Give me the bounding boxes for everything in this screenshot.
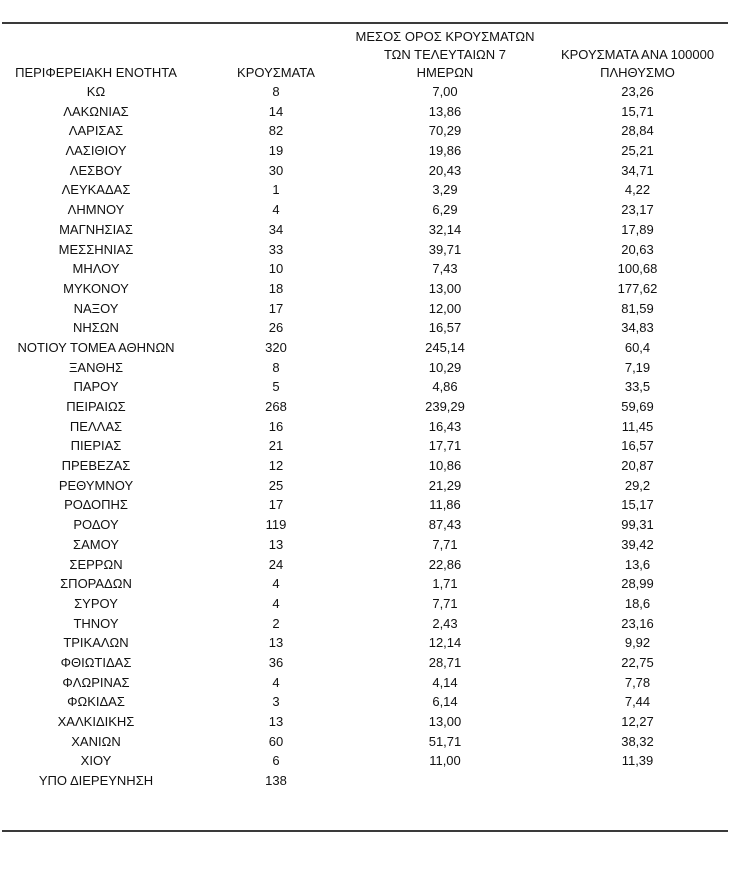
cell-avg7: 7,43 [432, 261, 458, 277]
cell-cases: 26 [268, 320, 284, 336]
cell-cases: 17 [268, 300, 284, 316]
cell-avg7: 6,29 [432, 202, 458, 218]
cell-region: ΧΙΟΥ [80, 753, 112, 769]
cell-cases: 4 [272, 674, 280, 690]
cell-cases: 6 [272, 753, 280, 769]
cell-per100k: 34,71 [621, 162, 654, 178]
table-row [0, 535, 734, 555]
cell-cases: 25 [268, 477, 284, 493]
cell-cases: 10 [268, 261, 284, 277]
table-row [0, 712, 734, 732]
cell-avg7: 13,86 [428, 103, 462, 119]
cell-cases: 268 [265, 399, 287, 414]
cell-avg7: 3,29 [432, 182, 458, 198]
cell-region: ΧΑΝΙΩΝ [71, 733, 121, 749]
cell-region: ΤΗΝΟΥ [73, 615, 119, 631]
cell-avg7: 70,29 [428, 123, 462, 139]
cell-cases: 4 [272, 202, 280, 218]
cell-cases: 13 [268, 536, 284, 552]
cell-cases: 138 [265, 773, 287, 789]
cell-cases: 8 [272, 359, 280, 375]
cell-avg7: 28,71 [428, 654, 462, 670]
cell-per100k: 34,83 [621, 320, 654, 336]
table-row [0, 141, 734, 161]
cell-per100k: 11,45 [621, 418, 654, 434]
table-row [0, 102, 734, 122]
cell-per100k: 7,78 [624, 674, 651, 690]
cell-per100k: 39,42 [621, 536, 654, 552]
cell-region: ΠΕΙΡΑΙΩΣ [66, 399, 126, 414]
cell-cases: 13 [268, 714, 284, 729]
cell-per100k: 38,32 [621, 733, 654, 749]
cell-region: ΤΡΙΚΑΛΩΝ [63, 635, 129, 651]
cell-cases: 5 [272, 379, 280, 395]
cell-avg7: 7,71 [432, 595, 458, 611]
cell-cases: 13 [268, 635, 284, 651]
table-row [0, 358, 734, 378]
top-rule [2, 22, 728, 24]
cell-per100k: 17,89 [621, 221, 654, 237]
header-per100k-line-1: ΚΡΟΥΣΜΑΤΑ ΑΝΑ 100000 [560, 47, 715, 62]
cell-per100k: 9,92 [624, 635, 651, 651]
cell-avg7: 39,71 [428, 241, 462, 257]
table-row [0, 771, 734, 791]
cell-per100k: 100,68 [617, 261, 658, 277]
cell-per100k: 29,2 [624, 477, 651, 493]
table-row [0, 614, 734, 634]
cell-cases: 4 [272, 595, 280, 611]
cell-per100k: 60,4 [624, 339, 651, 355]
table-row [0, 633, 734, 653]
cell-per100k: 99,31 [621, 517, 654, 533]
cell-cases: 30 [268, 162, 284, 178]
cell-region: ΡΟΔΟΥ [73, 517, 119, 533]
cell-per100k: 23,26 [621, 84, 654, 99]
header-per100k [545, 46, 730, 82]
table-row [0, 673, 734, 693]
table-row [0, 259, 734, 279]
cell-cases: 1 [272, 182, 280, 198]
table-header [0, 26, 734, 82]
cell-avg7: 32,14 [428, 221, 462, 237]
cell-cases: 33 [268, 241, 284, 257]
cell-region: ΠΕΛΛΑΣ [69, 418, 123, 434]
cell-region: ΥΠΟ ΔΙΕΡΕΥΝΗΣΗ [38, 773, 154, 789]
cell-region: ΣΕΡΡΩΝ [69, 556, 123, 572]
cell-avg7: 16,57 [428, 320, 462, 336]
cell-per100k: 16,57 [621, 438, 654, 454]
header-region [0, 64, 192, 82]
cell-avg7: 11,86 [429, 497, 461, 513]
cell-cases: 4 [272, 576, 280, 592]
header-avg7-line-2: ΤΩΝ ΤΕΛΕΥΤΑΙΩΝ 7 [383, 47, 507, 62]
cell-per100k: 23,16 [621, 615, 654, 631]
cell-avg7: 10,86 [428, 458, 462, 474]
cell-region: ΡΟΔΟΠΗΣ [64, 497, 128, 513]
header-avg7 [355, 28, 535, 82]
cell-per100k: 33,5 [624, 379, 651, 395]
cell-cases: 3 [272, 694, 280, 710]
cell-cases: 34 [268, 221, 284, 237]
table-row [0, 220, 734, 240]
cell-region: ΠΑΡΟΥ [73, 379, 119, 395]
cell-avg7: 7,71 [432, 536, 458, 552]
cell-per100k: 23,17 [621, 202, 654, 218]
cell-avg7: 16,43 [428, 418, 462, 434]
table-row [0, 476, 734, 496]
cell-cases: 12 [268, 458, 284, 474]
cell-region: ΦΩΚΙΔΑΣ [67, 694, 125, 710]
table-row [0, 279, 734, 299]
cell-avg7: 13,00 [428, 280, 462, 296]
table-row [0, 555, 734, 575]
cell-avg7: 13,00 [428, 714, 462, 729]
table-row [0, 653, 734, 673]
cell-region: ΣΑΜΟΥ [73, 536, 119, 552]
table-row [0, 515, 734, 535]
cell-avg7: 20,43 [428, 162, 462, 178]
cell-region: ΠΙΕΡΙΑΣ [70, 438, 122, 454]
cell-avg7: 11,00 [429, 753, 461, 769]
table-body [0, 82, 734, 791]
cell-region: ΣΠΟΡΑΔΩΝ [60, 576, 132, 592]
cell-region: ΝΟΤΙΟΥ ΤΟΜΕΑ ΑΘΗΝΩΝ [17, 339, 175, 355]
cell-per100k: 13,6 [624, 556, 651, 572]
table-row [0, 456, 734, 476]
cell-per100k: 18,6 [624, 595, 651, 611]
cell-avg7: 21,29 [428, 477, 462, 493]
cell-cases: 19 [268, 143, 284, 159]
cell-avg7: 4,86 [432, 379, 458, 395]
table-row [0, 397, 734, 417]
cell-per100k: 28,84 [621, 123, 654, 139]
cell-per100k: 20,87 [621, 458, 654, 474]
table-row [0, 240, 734, 260]
table-row [0, 732, 734, 752]
table-row [0, 574, 734, 594]
table-row [0, 377, 734, 397]
table-row [0, 338, 734, 358]
cell-avg7: 239,29 [425, 399, 465, 414]
cell-cases: 18 [268, 280, 284, 296]
table-row [0, 594, 734, 614]
cell-avg7: 22,86 [428, 556, 462, 572]
table-row [0, 161, 734, 181]
cell-avg7: 2,43 [432, 615, 458, 631]
cell-region: ΚΩ [86, 84, 106, 99]
header-per100k-line-2: ΠΛΗΘΥΣΜΟ [600, 65, 675, 80]
header-region-line: ΠΕΡΙΦΕΡΕΙΑΚΗ ΕΝΟΤΗΤΑ [15, 65, 177, 80]
table-row [0, 417, 734, 437]
cell-cases: 82 [268, 123, 284, 139]
cell-region: ΣΥΡΟΥ [74, 595, 118, 611]
cell-avg7: 19,86 [428, 143, 462, 159]
cell-region: ΜΥΚΟΝΟΥ [63, 280, 129, 296]
cell-cases: 17 [268, 497, 284, 513]
cell-region: ΜΗΛΟΥ [72, 261, 120, 277]
cell-per100k: 7,44 [624, 694, 651, 710]
cell-per100k: 177,62 [617, 280, 658, 296]
table-row [0, 495, 734, 515]
cell-avg7: 12,00 [428, 300, 462, 316]
cell-region: ΛΑΚΩΝΙΑΣ [63, 103, 129, 119]
cell-per100k: 59,69 [621, 399, 654, 414]
cell-region: ΦΘΙΩΤΙΔΑΣ [60, 654, 132, 670]
table-row [0, 299, 734, 319]
cell-per100k: 25,21 [621, 143, 654, 159]
cell-region: ΜΑΓΝΗΣΙΑΣ [59, 221, 133, 237]
header-cases [216, 64, 336, 82]
cell-avg7: 10,29 [428, 359, 462, 375]
header-avg7-line-1: ΜΕΣΟΣ ΟΡΟΣ ΚΡΟΥΣΜΑΤΩΝ [355, 29, 535, 44]
table-row [0, 692, 734, 712]
cell-region: ΛΕΥΚΑΔΑΣ [61, 182, 131, 198]
table-row [0, 436, 734, 456]
cell-region: ΦΛΩΡΙΝΑΣ [62, 674, 130, 690]
table-row [0, 200, 734, 220]
cell-region: ΠΡΕΒΕΖΑΣ [61, 458, 131, 474]
cell-avg7: 12,14 [428, 635, 462, 651]
cell-avg7: 17,71 [428, 438, 462, 454]
cell-per100k: 4,22 [624, 182, 651, 198]
cell-per100k: 7,19 [624, 359, 651, 375]
cell-region: ΞΑΝΘΗΣ [68, 359, 124, 375]
cell-per100k: 28,99 [621, 576, 654, 592]
cell-region: ΡΕΘΥΜΝΟΥ [58, 477, 134, 493]
cell-cases: 8 [272, 84, 280, 99]
cell-per100k: 15,17 [621, 497, 654, 513]
cell-per100k: 15,71 [621, 103, 654, 119]
cell-per100k: 22,75 [621, 654, 654, 670]
cell-region: ΛΗΜΝΟΥ [67, 202, 125, 218]
header-avg7-line-3: ΗΜΕΡΩΝ [416, 65, 474, 80]
cell-avg7: 245,14 [425, 339, 465, 355]
cell-per100k: 11,39 [621, 753, 654, 769]
cell-region: ΝΑΞΟΥ [73, 300, 119, 316]
cell-avg7: 1,71 [432, 576, 458, 592]
cell-region: ΧΑΛΚΙΔΙΚΗΣ [57, 714, 135, 729]
cell-cases: 21 [268, 438, 284, 454]
cell-avg7: 7,00 [432, 84, 458, 99]
cell-region: ΜΕΣΣΗΝΙΑΣ [58, 241, 134, 257]
cell-cases: 36 [268, 654, 284, 670]
cell-per100k: 12,27 [621, 714, 654, 729]
cell-cases: 119 [265, 517, 287, 533]
cell-cases: 14 [268, 103, 284, 119]
cell-per100k: 20,63 [621, 241, 654, 257]
cell-region: ΛΕΣΒΟΥ [69, 162, 123, 178]
cell-per100k: 81,59 [621, 300, 654, 316]
table-row [0, 180, 734, 200]
cell-avg7: 6,14 [432, 694, 458, 710]
cell-avg7: 87,43 [428, 517, 462, 533]
cell-cases: 16 [268, 418, 284, 434]
table-row [0, 121, 734, 141]
cell-cases: 2 [272, 615, 280, 631]
cell-region: ΛΑΣΙΘΙΟΥ [65, 143, 127, 159]
cell-avg7: 4,14 [432, 674, 458, 690]
cell-avg7: 51,71 [428, 733, 462, 749]
bottom-rule [2, 830, 728, 832]
cell-region: ΛΑΡΙΣΑΣ [68, 123, 124, 139]
table-row [0, 82, 734, 102]
cell-cases: 320 [265, 339, 287, 355]
cell-cases: 60 [268, 733, 284, 749]
cell-region: ΝΗΣΩΝ [73, 320, 119, 336]
header-cases-line: ΚΡΟΥΣΜΑΤΑ [237, 65, 315, 80]
table-row [0, 751, 734, 771]
table-row [0, 318, 734, 338]
cell-cases: 24 [268, 556, 284, 572]
